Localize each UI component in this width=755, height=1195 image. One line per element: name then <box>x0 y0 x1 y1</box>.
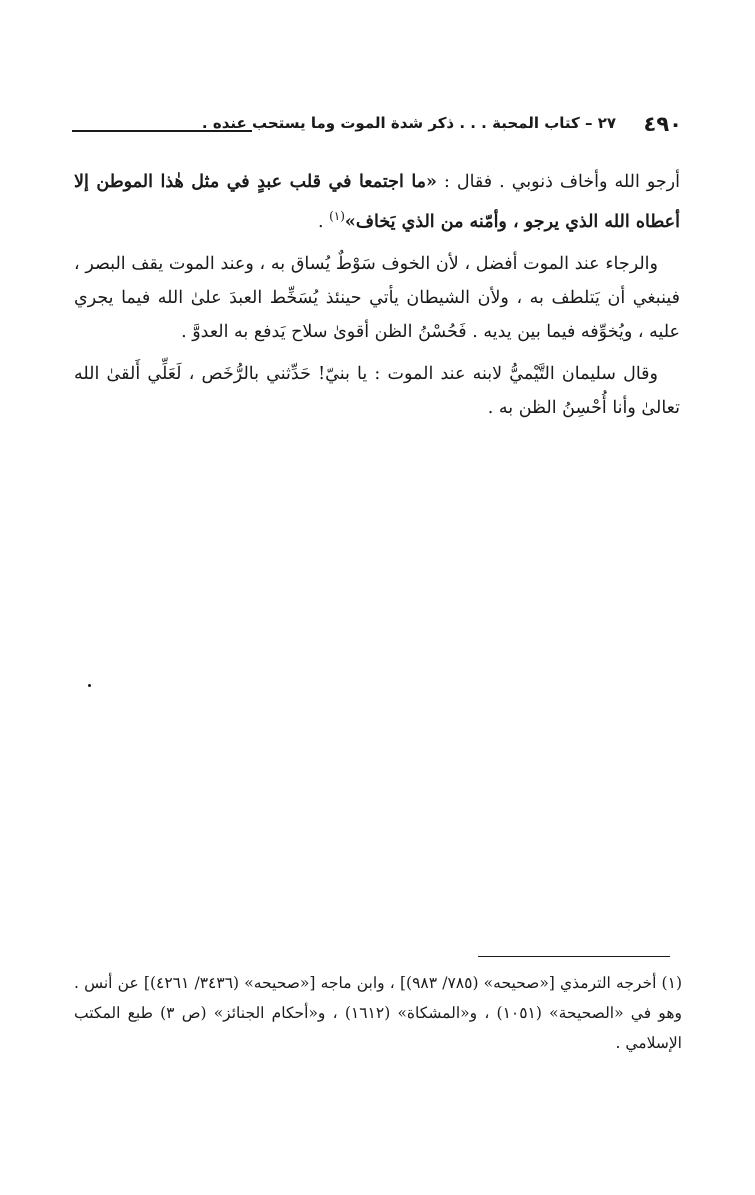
main-text <box>74 165 680 433</box>
stray-dot <box>88 684 91 687</box>
paragraph-1 <box>74 165 680 239</box>
hadith-quote: «ما اجتمعا في قلب عبدٍ في مثل هٰذا الموطن إلا أعطاه الله الذي يرجو ، وأمّنه من الذي يَخاف» <box>74 172 680 232</box>
running-title: ٢٧ – كتاب المحبة . . . ذكر شدة الموت وما يستحب عنده . <box>201 114 616 132</box>
footnote-ref-1: (١) <box>329 209 345 223</box>
paragraph-1-tail: . <box>317 211 330 232</box>
paragraph-3: وقال سليمان التَّيْميُّ لابنه عند الموت : يا بنيّ! حَدِّثني بالرُّخَص ، لَعَلِّي أَلقىٰ الله تعالىٰ وأنا أُحْسِنُ الظن به . <box>74 363 680 418</box>
running-header <box>72 108 682 148</box>
paragraph-2: والرجاء عند الموت أفضل ، لأن الخوف سَوْطٌ يُساق به ، وعند الموت يقف البصر ، فينبغي أن يَتلطف به ، ولأن الشيطان يأتي حينئذ يُسَخِّط العبدَ علىٰ الله فيما يجري عليه ، ويُخوِّفه فيما بين يديه . فَحُسْنُ الظن أقوىٰ سلاح يَدفع به العدوَّ . <box>74 253 680 342</box>
header-rule <box>72 130 252 132</box>
footnotes <box>74 968 682 1058</box>
footnote-rule <box>478 956 670 957</box>
footnote-1: (١) أخرجه الترمذي [«صحيحه» (٧٨٥/ ٩٨٣)] ، وابن ماجه [«صحيحه» (٣٤٣٦/ ٤٢٦١)] عن أنس . وهو في «الصحيحة» (١٠٥١) ، و«المشكاة» (١٦١٢) ، و«أحكام الجنائز» (ص ٣) طبع المكتب الإسلامي . <box>74 974 682 1052</box>
paragraph-1-lead: أرجو الله وأخاف ذنوبي . فقال : <box>437 172 680 192</box>
page-number: ٤٩٠ <box>643 112 682 136</box>
